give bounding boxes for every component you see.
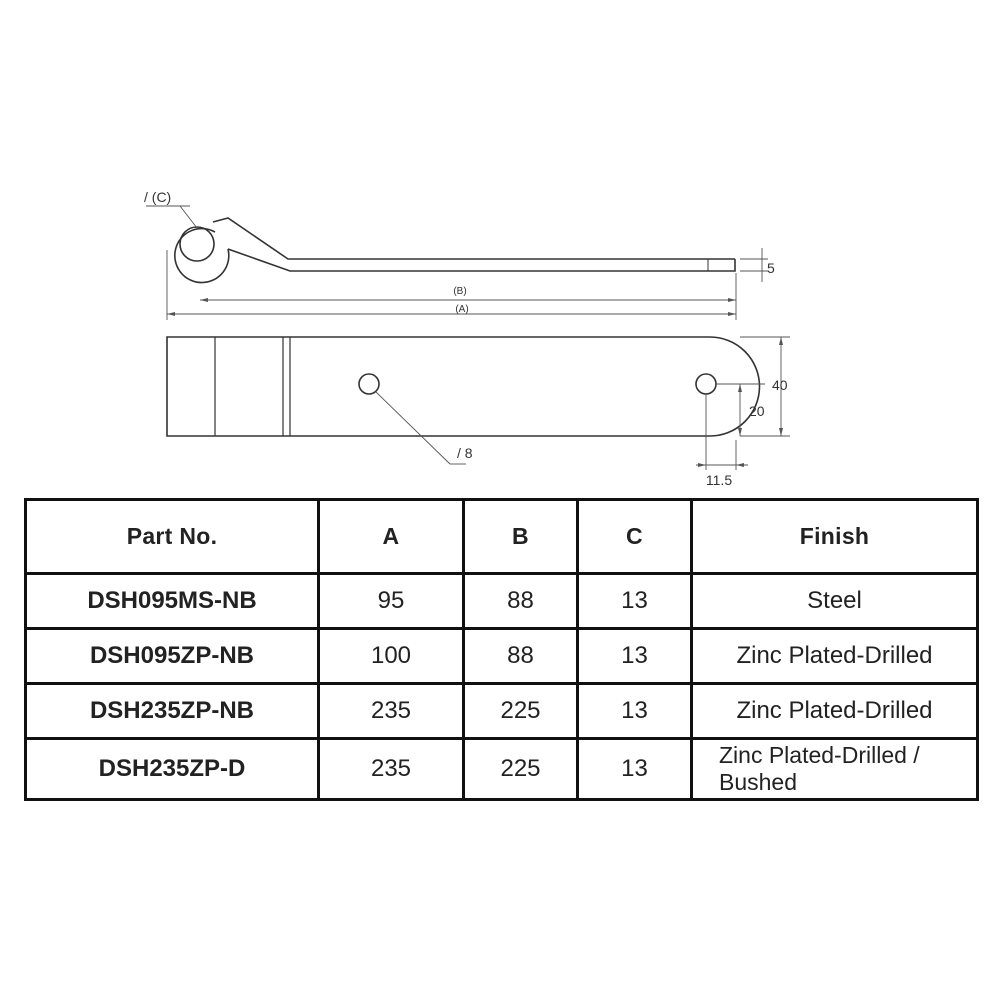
- table-row: [26, 739, 978, 800]
- dim-thickness-label: 5: [767, 260, 775, 276]
- mounting-hole-2: [696, 374, 716, 394]
- header-b: B: [464, 500, 578, 574]
- hinge-strap-bottom: [228, 249, 735, 271]
- cell-part-no: DSH235ZP-NB: [26, 684, 319, 739]
- cell-a: 95: [319, 574, 464, 629]
- side-view-arrowheads: [167, 298, 736, 316]
- cell-b: 88: [464, 574, 578, 629]
- table-row: [26, 629, 978, 684]
- hinge-knuckle-inner: [180, 227, 214, 261]
- header-finish: Finish: [692, 500, 978, 574]
- table-row: [26, 574, 978, 629]
- cell-finish: Steel: [692, 574, 978, 629]
- dim-a-label: (A): [455, 304, 469, 315]
- cell-finish: Zinc Plated-Drilled: [692, 629, 978, 684]
- cell-b: 88: [464, 629, 578, 684]
- hinge-knuckle-outer: [175, 229, 229, 283]
- cell-b: 225: [464, 684, 578, 739]
- side-view: [175, 218, 735, 283]
- cell-a: 235: [319, 684, 464, 739]
- cell-part-no: DSH095MS-NB: [26, 574, 319, 629]
- cell-c: 13: [578, 574, 692, 629]
- cell-finish: Zinc Plated-Drilled: [692, 684, 978, 739]
- header-a: A: [319, 500, 464, 574]
- specification-table: [24, 498, 979, 801]
- dim-edge-offset-label: 11.5: [705, 472, 733, 488]
- cell-c: 13: [578, 739, 692, 800]
- cell-b: 225: [464, 739, 578, 800]
- table-header-row: [26, 500, 978, 574]
- table-row: [26, 684, 978, 739]
- dim-c-label: / (C): [144, 189, 172, 205]
- top-view-dimensions: [376, 337, 790, 470]
- cell-a: 235: [319, 739, 464, 800]
- header-part-no: Part No.: [26, 500, 319, 574]
- dim-hole-dia-label: / 8: [457, 445, 473, 461]
- cell-c: 13: [578, 629, 692, 684]
- mounting-hole-1: [359, 374, 379, 394]
- header-c: C: [578, 500, 692, 574]
- cell-c: 13: [578, 684, 692, 739]
- cell-part-no: DSH235ZP-D: [26, 739, 319, 800]
- top-view: [167, 337, 760, 436]
- cell-finish: Zinc Plated-Drilled / Bushed: [692, 739, 978, 800]
- dim-b-label: (B): [453, 286, 467, 297]
- dim-width-label: 40: [772, 377, 788, 393]
- dim-hole-center-label: 20: [749, 403, 765, 419]
- top-view-arrowheads: [698, 337, 783, 467]
- cell-part-no: DSH095ZP-NB: [26, 629, 319, 684]
- side-view-dimensions: [146, 206, 768, 320]
- cell-a: 100: [319, 629, 464, 684]
- hinge-strap-top: [213, 218, 735, 259]
- strap-plate-outline: [167, 337, 760, 436]
